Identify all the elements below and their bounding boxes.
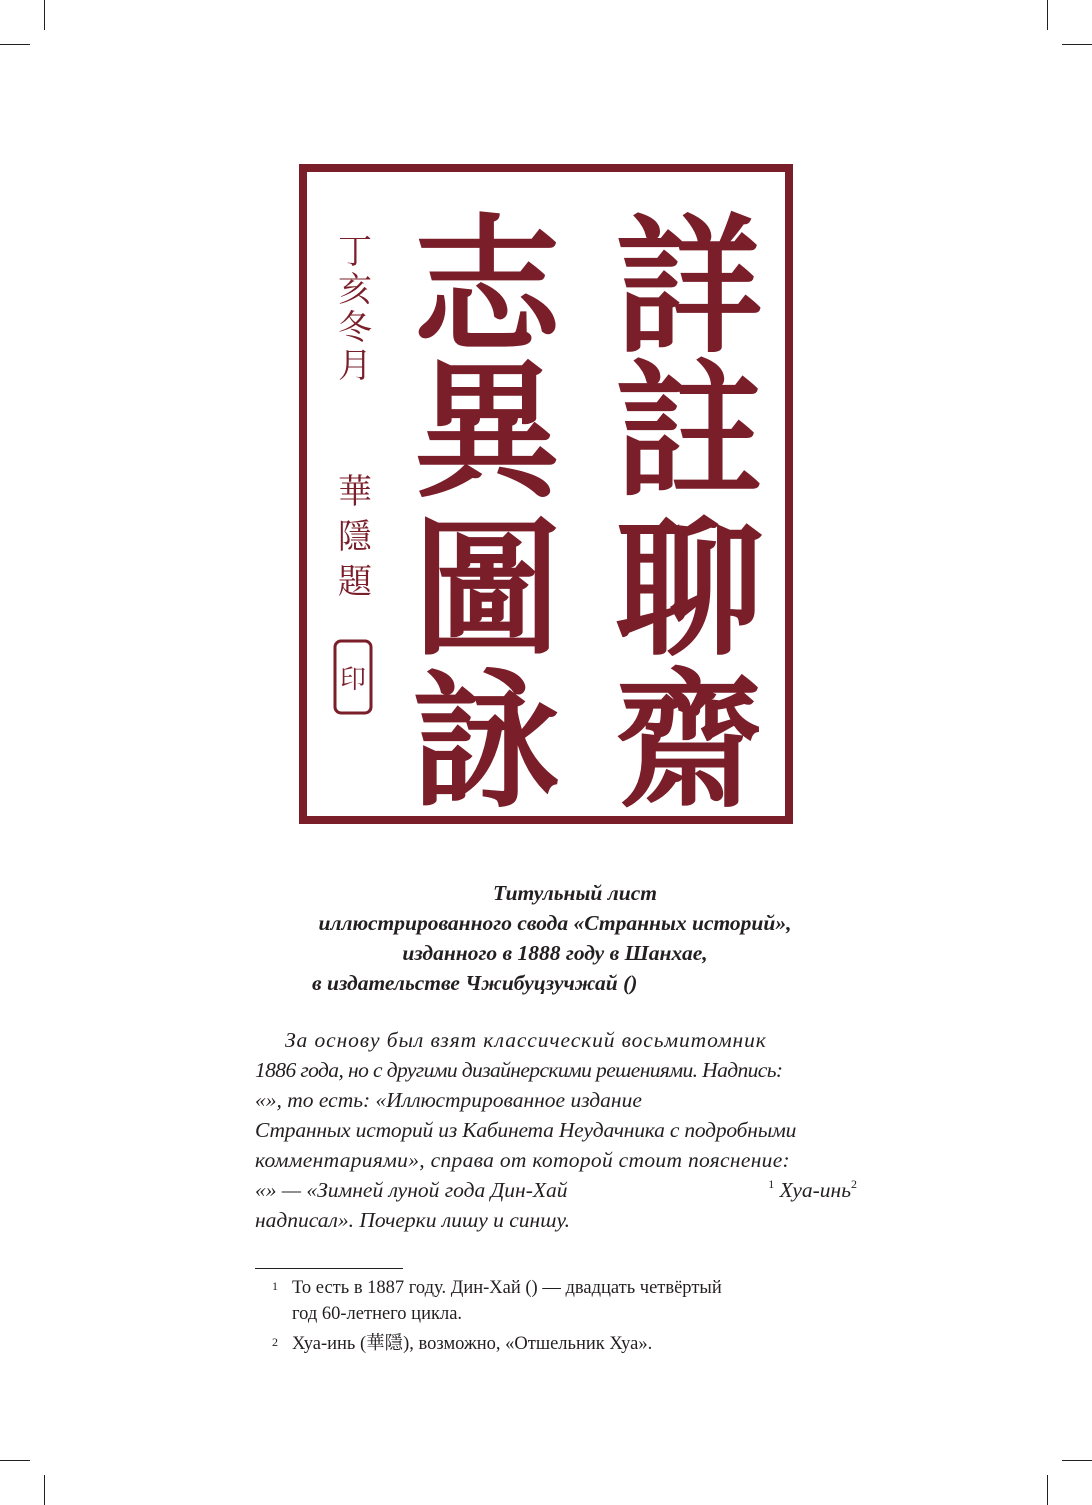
inscription-char-2: 亥	[338, 270, 372, 310]
crop-mark-bottom-left-vertical	[44, 1475, 45, 1505]
inscription-char-7: 題	[338, 562, 372, 602]
footnote-ref-2[interactable]: 2	[851, 1177, 857, 1191]
paragraph-line-1-text: За основу был взят классический восьмитомник	[285, 1028, 767, 1052]
seal-inscription	[338, 232, 373, 602]
paragraph-line-1	[255, 1025, 857, 1055]
paragraph-line-2-text: 1886 года, но с другими дизайнерскими решениями. Надпись:	[255, 1058, 783, 1082]
footnote-rule	[255, 1268, 403, 1269]
seal-char-6: 異	[413, 346, 561, 518]
inscription-char-1: 丁	[338, 232, 372, 272]
crop-mark-top-left-horizontal	[0, 44, 30, 45]
title-seal	[297, 163, 795, 825]
paragraph-line-3	[255, 1085, 857, 1115]
caption-line-3: изданного в 1888 году в Шанхае,	[402, 941, 708, 965]
seal-char-5: 志	[413, 201, 561, 373]
caption-line-2: иллюстрированного свода «Странных историй»,	[318, 911, 792, 935]
footnote-1-line-1: То есть в 1887 году. Дин-Хай () — двадцать четвёртый	[292, 1278, 722, 1298]
paragraph-line-4-text: Странных историй из Кабинета Неудачника с подробными	[255, 1118, 797, 1142]
figure-caption	[255, 878, 855, 998]
paragraph-line-5	[255, 1145, 857, 1175]
paragraph-line-2	[255, 1055, 857, 1085]
crop-mark-bottom-right-horizontal	[1062, 1460, 1092, 1461]
crop-mark-bottom-right-vertical	[1047, 1475, 1048, 1505]
footnotes	[255, 1275, 855, 1361]
footnote-1-line-2: год 60-летнего цикла.	[292, 1304, 463, 1324]
crop-mark-top-left-vertical	[44, 0, 45, 30]
seal-char-2: 註	[615, 346, 763, 518]
seal-char-7: 圖	[413, 504, 561, 676]
title-seal-graphic	[297, 163, 795, 825]
paragraph-line-6-start: «» — «Зимней луной года Дин-Хай	[255, 1178, 568, 1202]
inscription-char-5: 華	[338, 472, 372, 512]
seal-char-1: 詳	[615, 201, 763, 373]
footnote-2-number: 2	[272, 1335, 278, 1349]
paragraph-line-3-text: «», то есть: «Иллюстрированное издание	[255, 1088, 642, 1112]
inscription-char-3: 冬	[338, 308, 372, 348]
paragraph-line-6	[255, 1175, 857, 1205]
footnote-ref-1[interactable]: 1	[768, 1177, 775, 1191]
body-paragraph	[255, 1025, 857, 1235]
crop-mark-top-right-vertical	[1047, 0, 1048, 30]
paragraph-line-7-text: надписал». Почерки лишу и синшу.	[255, 1208, 571, 1232]
small-stamp-char: 印	[339, 665, 367, 695]
footnote-2-line-1: Хуа-инь (華隱), возможно, «Отшельник Хуа».	[292, 1334, 653, 1354]
footnote-1-number: 1	[272, 1279, 278, 1293]
footnote-1	[255, 1275, 855, 1327]
seal-char-4: 齋	[615, 656, 763, 825]
paragraph-line-4	[255, 1115, 857, 1145]
inscription-char-4: 月	[338, 346, 372, 386]
crop-mark-top-right-horizontal	[1062, 44, 1092, 45]
caption-line-4: в издательстве Чжибуцзучжай ()	[312, 971, 638, 995]
seal-char-3: 聊	[615, 504, 763, 676]
seal-main-characters	[413, 201, 763, 825]
footnote-2	[255, 1331, 855, 1357]
seal-char-8: 詠	[413, 656, 561, 825]
inscription-char-6: 隱	[338, 517, 372, 557]
paragraph-line-5-text: комментариями», справа от которой стоит пояснение:	[255, 1148, 791, 1172]
paragraph-line-6-end	[768, 1175, 857, 1205]
crop-mark-bottom-left-horizontal	[0, 1460, 30, 1461]
paragraph-line-7	[255, 1205, 857, 1235]
paragraph-line-6-name: Хуа-инь	[779, 1178, 851, 1202]
caption-line-1: Титульный лист	[492, 881, 658, 905]
